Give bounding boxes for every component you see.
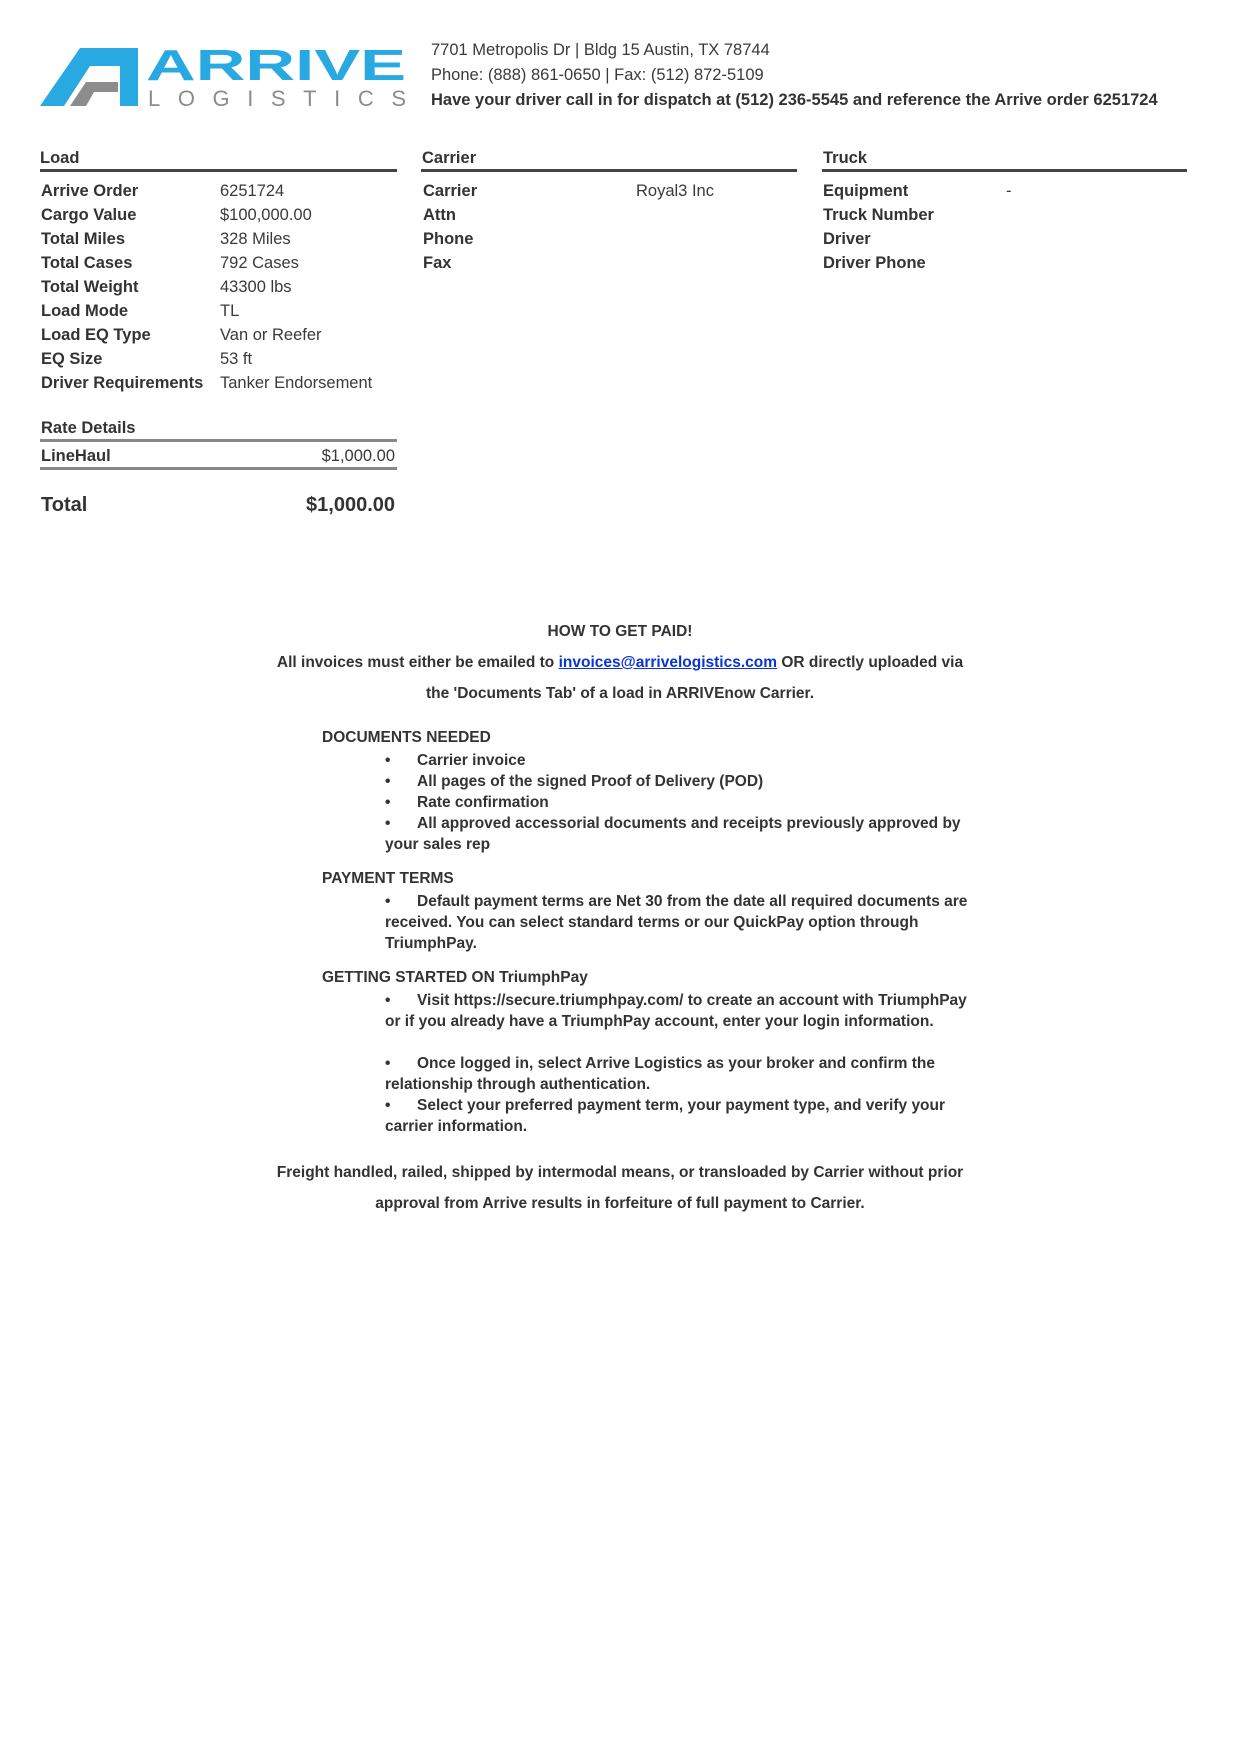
bullet-text: All pages of the signed Proof of Delivery (POD): [417, 773, 764, 790]
truck-label: Truck Number: [823, 206, 934, 224]
invoice-instructions-line-2: the 'Documents Tab' of a load in ARRIVEnow Carrier.: [425, 685, 815, 702]
bullet-text: Carrier invoice: [417, 752, 526, 769]
how-to-get-paid-heading: HOW TO GET PAID!: [547, 623, 693, 640]
load-value: 328 Miles: [220, 230, 291, 248]
carrier-label: Carrier: [423, 182, 478, 200]
total-label: Total: [41, 494, 88, 516]
payment-terms-heading: PAYMENT TERMS: [322, 870, 454, 887]
bullet-text: Visit https://secure.triumphpay.com/ to create an account with TriumphPay or if you already have a TriumphPay account, enter your login information.: [385, 992, 967, 1030]
company-phone-fax: Phone: (888) 861-0650 | Fax: (512) 872-5109: [431, 66, 764, 84]
load-details-list: [41, 182, 401, 402]
load-value: 6251724: [220, 182, 285, 200]
company-address: 7701 Metropolis Dr | Bldg 15 Austin, TX 78744: [431, 41, 770, 59]
load-label: EQ Size: [41, 350, 103, 368]
invoice-intro-text: All invoices must either be emailed to: [276, 654, 559, 671]
triumphpay-bullet: [385, 990, 970, 1032]
arrive-logistics-logo: [40, 44, 408, 112]
documents-needed-heading: DOCUMENTS NEEDED: [322, 729, 491, 746]
bullet-mark: •: [385, 992, 391, 1009]
carrier-label: Fax: [423, 254, 452, 272]
load-value: TL: [220, 302, 240, 320]
getting-started-heading: GETTING STARTED ON TriumphPay: [322, 969, 588, 986]
documents-bullet: [385, 813, 970, 855]
rate-details-title: Rate Details: [41, 419, 136, 437]
truck-section-rule: [822, 169, 1187, 172]
load-value: $100,000.00: [220, 206, 312, 224]
invoice-intro-text-2: OR directly uploaded via: [777, 654, 964, 671]
bullet-text: Rate confirmation: [417, 794, 549, 811]
dispatch-instruction: Have your driver call in for dispatch at (512) 236-5545 and reference the Arrive order 6251724: [431, 91, 1158, 109]
bullet-mark: •: [385, 752, 391, 769]
linehaul-label: LineHaul: [41, 447, 111, 465]
carrier-label: Phone: [423, 230, 474, 248]
load-value: 43300 lbs: [220, 278, 292, 296]
load-label: Load Mode: [41, 302, 129, 320]
load-value: 792 Cases: [220, 254, 299, 272]
documents-bullet: [385, 750, 970, 771]
truck-details-list: [823, 182, 1183, 282]
forfeiture-notice-line-2: approval from Arrive results in forfeiture of full payment to Carrier.: [375, 1195, 865, 1212]
documents-bullet: [385, 771, 970, 792]
load-label: Load EQ Type: [41, 326, 151, 344]
load-label: Total Weight: [41, 278, 139, 296]
carrier-section-rule: [421, 169, 797, 172]
bullet-mark: •: [385, 794, 391, 811]
load-value: Tanker Endorsement: [220, 374, 373, 392]
load-label: Arrive Order: [41, 182, 139, 200]
bullet-text: All approved accessorial documents and receipts previously approved by your sales rep: [385, 815, 961, 853]
payment-bullet: [385, 891, 970, 954]
rate-bottom-rule: [40, 467, 397, 470]
documents-bullet: [385, 792, 970, 813]
load-label: Cargo Value: [41, 206, 137, 224]
truck-label: Driver: [823, 230, 871, 248]
load-value: Van or Reefer: [220, 326, 322, 344]
carrier-section-title: Carrier: [422, 149, 477, 167]
svg-text:LOGISTICS: LOGISTICS: [148, 86, 406, 111]
truck-section-title: Truck: [823, 149, 868, 167]
triumphpay-bullet: [385, 1095, 970, 1137]
truck-label: Driver Phone: [823, 254, 926, 272]
load-value: 53 ft: [220, 350, 253, 368]
load-section-rule: [40, 169, 397, 172]
load-label: Total Cases: [41, 254, 133, 272]
svg-text:ARRIVE: ARRIVE: [146, 44, 406, 90]
carrier-value: Royal3 Inc: [636, 182, 714, 200]
total-value: $1,000.00: [306, 494, 395, 516]
bullet-text: Select your preferred payment term, your payment type, and verify your carrier information.: [385, 1097, 946, 1135]
linehaul-value: $1,000.00: [321, 447, 395, 465]
bullet-mark: •: [385, 893, 391, 910]
carrier-details-list: [423, 182, 793, 282]
load-label: Driver Requirements: [41, 374, 204, 392]
rate-top-rule: [40, 439, 397, 442]
load-section-title: Load: [40, 149, 80, 167]
truck-label: Equipment: [823, 182, 909, 200]
bullet-mark: •: [385, 773, 391, 790]
bullet-text: Default payment terms are Net 30 from the date all required documents are received. You can select standard terms or our QuickPay option through TriumphPay.: [385, 893, 968, 952]
truck-value: -: [1006, 182, 1012, 200]
bullet-mark: •: [385, 1055, 391, 1072]
bullet-mark: •: [385, 1097, 391, 1114]
load-label: Total Miles: [41, 230, 126, 248]
forfeiture-notice-line-1: Freight handled, railed, shipped by intermodal means, or transloaded by Carrier without prior: [276, 1164, 964, 1181]
triumphpay-bullet: [385, 1053, 970, 1095]
bullet-text: Once logged in, select Arrive Logistics as your broker and confirm the relationship through authentication.: [385, 1055, 935, 1093]
carrier-label: Attn: [423, 206, 456, 224]
bullet-mark: •: [385, 815, 391, 832]
invoices-email-link[interactable]: invoices@arrivelogistics.com: [558, 654, 778, 671]
invoice-instructions-line-1: [0, 654, 1240, 672]
